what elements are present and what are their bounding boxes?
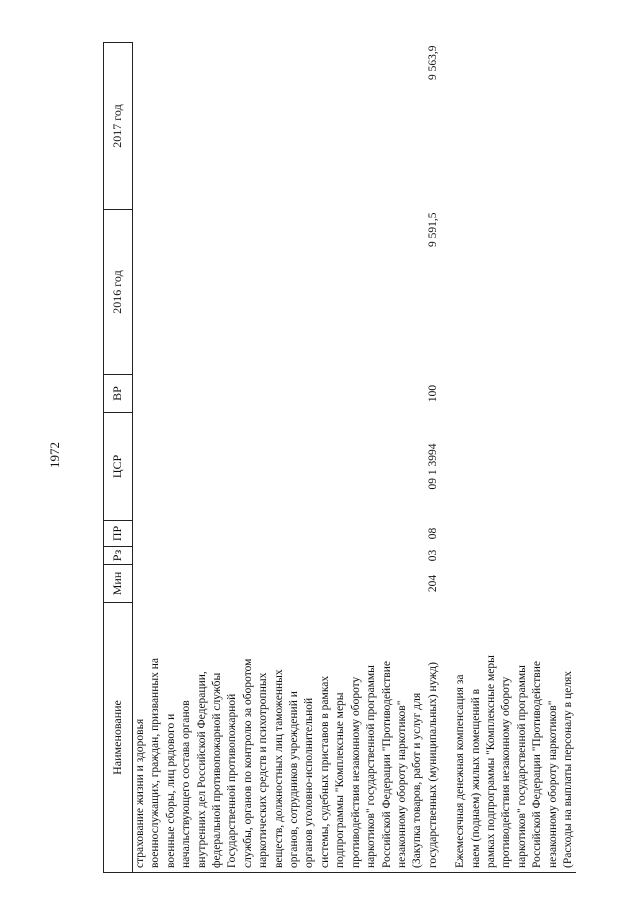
row-spacer [441, 43, 453, 873]
table-header-row [104, 43, 133, 873]
budget-table [103, 42, 576, 873]
row-name-cell [453, 603, 576, 873]
name-line: незаконному обороту наркотиков" [546, 700, 559, 868]
row-rz: 03 [426, 549, 439, 562]
table-row [453, 43, 576, 873]
header-min: Мин [104, 565, 133, 603]
table-row [133, 43, 442, 873]
name-line: системы, судебных приставов в рамках [318, 675, 331, 868]
name-line: органов, сотрудников учреждений и [288, 691, 301, 868]
name-line: противодействия незаконному обороту [349, 676, 362, 868]
row-pr: 08 [426, 527, 439, 540]
name-line: (Расходы на выплаты персоналу в целях [561, 670, 574, 868]
name-line: подпрограммы "Комплексные меры [334, 692, 347, 868]
name-line: военнослужащих, граждан, призванных на [149, 658, 162, 868]
row-name-cell [133, 603, 442, 873]
row-vr: 100 [426, 384, 439, 403]
name-line: военные сборы, лиц рядового и [164, 713, 177, 868]
name-line: (Закупка товаров, работ и услуг для [411, 692, 424, 868]
name-line: наем (поднаем) жилых помещений в [469, 688, 482, 868]
name-line: органов уголовно-исполнительной [303, 697, 316, 868]
row-min: 204 [426, 574, 439, 593]
name-line: Государственной противопожарной [226, 693, 239, 868]
name-line: внутренних дел Российской Федерации, [195, 671, 208, 868]
header-vr: ВР [104, 375, 133, 413]
header-pr: ПР [104, 521, 133, 547]
name-line: рамках подпрограммы "Комплексные меры [484, 655, 497, 868]
name-line: незаконному обороту наркотиков" [395, 700, 408, 868]
name-line: страхование жизни и здоровья [134, 718, 146, 868]
header-csr: ЦСР [104, 413, 133, 521]
header-2016: 2016 год [104, 210, 133, 375]
rotated-table-container [103, 43, 623, 873]
header-rz: Рз [104, 547, 133, 565]
header-2017: 2017 год [104, 43, 133, 210]
name-line: Российской Федерации "Противодействие [380, 661, 393, 868]
name-line: службы, органов по контролю за оборотом [241, 658, 254, 868]
row-2016: 9 591,5 [426, 212, 439, 247]
name-line: наркотических средств и психотропных [257, 672, 270, 868]
name-line: противодействия незаконному обороту [500, 676, 513, 868]
page-number: 1972 [47, 442, 62, 468]
name-line: наркотиков" государственной программы [365, 665, 378, 868]
name-line: федеральной противопожарной службы [211, 672, 224, 868]
name-line: Ежемесячная денежная компенсация за [454, 674, 467, 868]
name-line: государственных (муниципальных) нужд) [426, 662, 439, 868]
name-line: веществ, должностных лиц таможенных [272, 669, 285, 868]
header-name: Наименование [104, 603, 133, 873]
name-line: наркотиков" государственной программы [515, 665, 528, 868]
name-line: начальствующего состава органов [180, 700, 193, 868]
row-csr: 09 1 3994 [426, 443, 439, 490]
name-line: Российской Федерации "Противодействие [531, 661, 544, 868]
row-2017: 9 563,9 [426, 45, 439, 80]
